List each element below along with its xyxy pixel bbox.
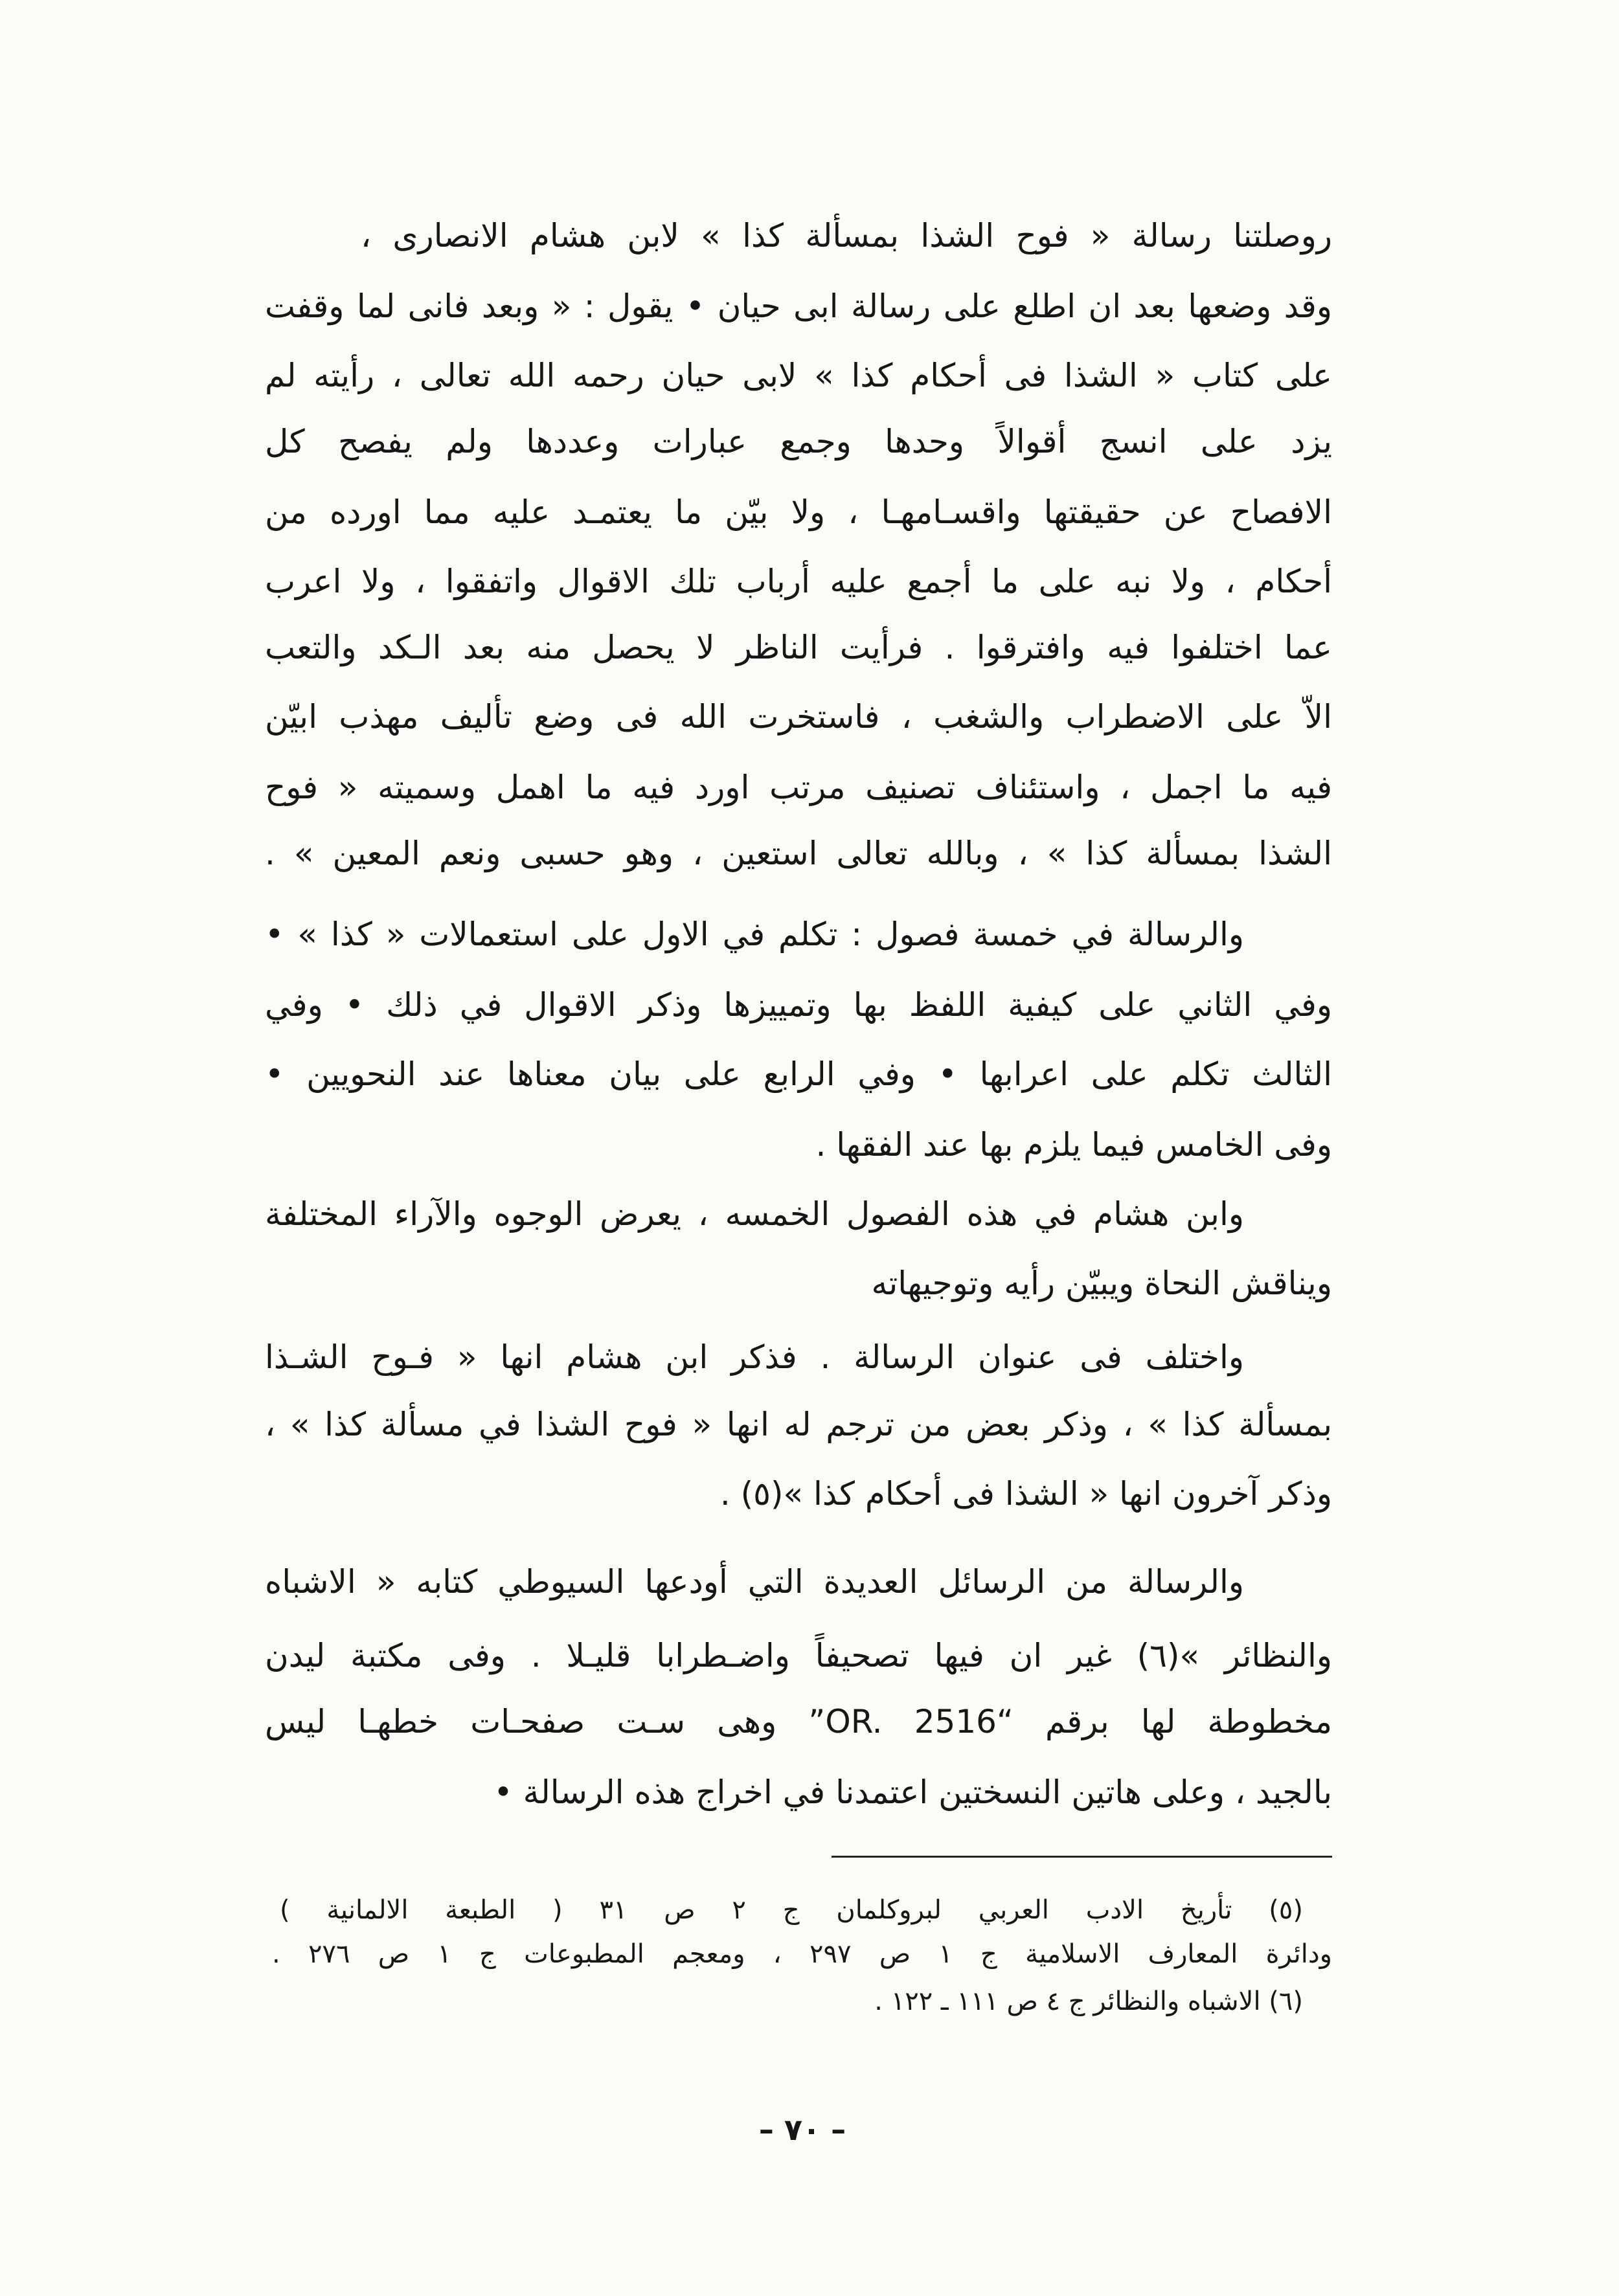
text-line: بالجيد ، وعلى هاتين النسختين اعتمدنا في اخراج هذه الرسالة •: [493, 1773, 1332, 1811]
text-line: أحكام ، ولا نبه على ما أجمع عليه أرباب تلك الاقوال واتفقوا ، ولا اعرب: [265, 563, 1332, 600]
text-line: الثالث تكلم على اعرابها • وفي الرابع على بيان معناها عند النحويين •: [265, 1055, 1332, 1093]
text-line: والرسالة في خمسة فصول : تكلم في الاول على استعمالات « كذا » •: [265, 916, 1244, 953]
text-line: مخطوطة لها برقم “OR. 2516” وهى سـت صفحـات خطهـا ليس: [265, 1703, 1332, 1740]
text-line: وذكر آخرون انها « الشذا فى أحكام كذا »(٥) .: [719, 1475, 1332, 1513]
footnote-line: (٦) الاشباه والنظائر ج ٤ ص ١١١ ـ ١٢٢ .: [874, 1986, 1303, 2016]
page-number: – ٧٠ –: [758, 2112, 846, 2147]
text-line: الافصاح عن حقيقتها واقسـامهـا ، ولا بيّن ما يعتمـد عليه مما اورده من: [265, 493, 1332, 531]
text-line: الشذا بمسألة كذا » ، وبالله تعالى استعين ، وهو حسبى ونعم المعين » .: [265, 835, 1332, 872]
text-line: فيه ما اجمل ، واستئناف تصنيف مرتب اورد فيه ما اهمل وسميته « فوح: [265, 769, 1332, 806]
text-line: وفي الثاني على كيفية اللفظ بها وتمييزها وذكر الاقوال في ذلك • وفي: [265, 986, 1332, 1024]
text-line: وابن هشام في هذه الفصول الخمسه ، يعرض الوجوه والآراء المختلفة: [265, 1195, 1244, 1233]
footnote-line: (٥) تأريخ الادب العربي لبروكلمان ج ٢ ص ٣١ ( الطبعة الالمانية ): [280, 1895, 1303, 1925]
text-line: وقد وضعها بعد ان اطلع على رسالة ابى حيان • يقول : « وبعد فانى لما وقفت: [265, 287, 1332, 325]
text-line: ويناقش النحاة ويبيّن رأيه وتوجيهاته: [871, 1265, 1332, 1302]
footnote-line: ودائرة المعارف الاسلامية ج ١ ص ٢٩٧ ، ومعجم المطبوعات ج ١ ص ٢٧٦ .: [272, 1939, 1332, 1969]
text-line: روصلتنا رسالة « فوح الشذا بمسألة كذا » لابن هشام الانصارى ،: [361, 217, 1332, 254]
text-line: على كتاب « الشذا فى أحكام كذا » لابى حيان رحمه الله تعالى ، رأيته لم: [265, 357, 1332, 394]
text-line: الاّ على الاضطراب والشغب ، فاستخرت الله فى وضع تأليف مهذب ابيّن: [265, 698, 1332, 736]
text-line: عما اختلفوا فيه وافترقوا . فرأيت الناظر لا يحصل منه بعد الـكد والتعب: [265, 629, 1332, 666]
text-line: بمسألة كذا » ، وذكر بعض من ترجم له انها « فوح الشذا في مسألة كذا » ،: [265, 1406, 1332, 1443]
text-line: والرسالة من الرسائل العديدة التي أودعها السيوطي كتابه « الاشباه: [265, 1563, 1244, 1601]
text-line: والنظائر »(٦) غير ان فيها تصحيفاً واضـطرابا قليـلا . وفى مكتبة ليدن: [265, 1637, 1332, 1674]
text-line: واختلف فى عنوان الرسالة . فذكر ابن هشام انها « فـوح الشـذا: [265, 1338, 1244, 1376]
footnote-divider: [832, 1856, 1332, 1858]
text-line: يزد على انسج أقوالاً وحدها وجمع عبارات وعددها ولم يفصح كل: [265, 423, 1332, 460]
text-line: وفى الخامس فيما يلزم بها عند الفقها .: [815, 1126, 1332, 1164]
